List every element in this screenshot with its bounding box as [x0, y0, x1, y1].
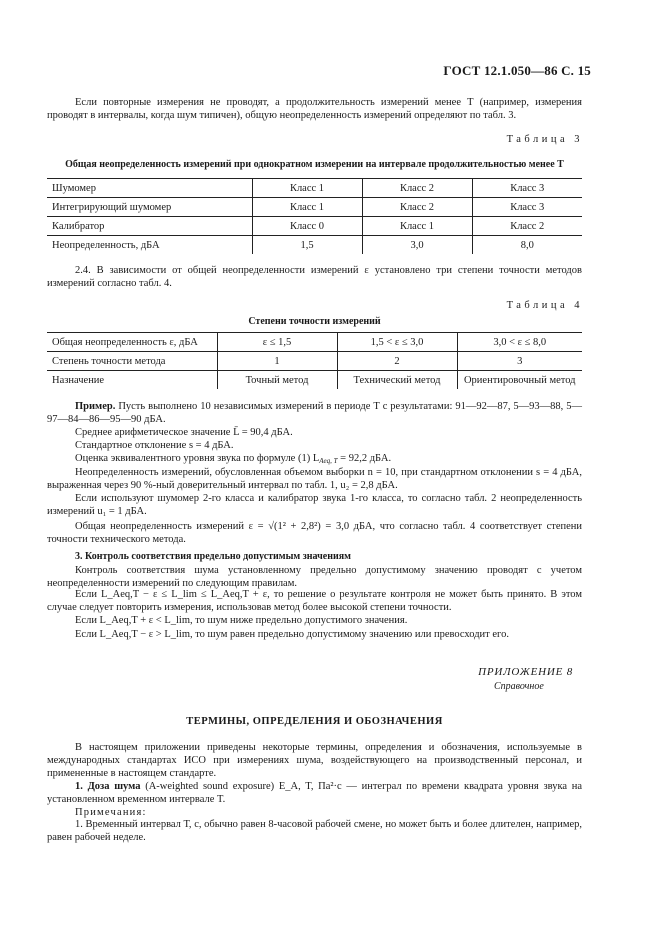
example-leq-sub: Aeq, T — [319, 457, 338, 465]
appendix-ref: Справочное — [494, 681, 544, 692]
term1-label: 1. Доза шума — [75, 781, 141, 792]
note1: 1. Временный интервал Т, с, обычно равен 8-часовой рабочей смене, но может быть и более длителен, например, равен рабочей неделе. — [47, 819, 582, 843]
table-cell: Класс 2 — [362, 179, 472, 198]
appendix-term1 — [47, 780, 582, 806]
table3 — [47, 178, 582, 254]
table-cell: Класс 1 — [362, 217, 472, 236]
table3-title: Общая неопределенность измерений при однократном измерении на интервале продолжительностью менее Т — [65, 159, 564, 170]
table-cell: 3,0 < ε ≤ 8,0 — [457, 333, 582, 352]
table-cell: Класс 3 — [472, 179, 582, 198]
example-std: Стандартное отклонение s = 4 дБА. — [75, 440, 234, 451]
table-cell: 3 — [457, 352, 582, 371]
table-cell: Шумомер — [47, 179, 252, 198]
table-cell: Класс 1 — [252, 179, 362, 198]
table-row — [47, 333, 582, 352]
table-row — [47, 236, 582, 255]
section3-p2: Если L_Aeq,T − ε ≤ L_lim ≤ L_Aeq,T + ε, то решение о результате контроля не может быть принято. В этом случае следует повторить измерения, использовав метод более высокой степени точности. — [47, 589, 582, 613]
table4-caption: Таблица 4 — [506, 300, 583, 311]
table-cell: 3,0 — [362, 236, 472, 255]
table4 — [47, 332, 582, 389]
table-cell: Назначение — [47, 371, 217, 390]
example-total: Общая неопределенность измерений ε = √(1² + 2,8²) = 3,0 дБА, что согласно табл. 4 соответствует степени точности технического метода. — [47, 521, 582, 545]
table-row — [47, 217, 582, 236]
table-cell: 1,5 < ε ≤ 3,0 — [337, 333, 457, 352]
example-uncert: Неопределенность измерений, обусловленная объемом выборки n = 10, при стандартном отклонении s = 4 дБА, выраженная через 90 %-ный доверительный интервал по табл. 1, u₂ = 2,8 дБА. — [47, 467, 582, 491]
table-row — [47, 352, 582, 371]
section3-p3: Если L_Aeq,T + ε < L_lim, то шум ниже предельно допустимого значения. — [75, 615, 408, 626]
table-cell: 1,5 — [252, 236, 362, 255]
example-leq-suffix: = 92,2 дБА. — [337, 453, 392, 464]
page-header: ГОСТ 12.1.050—86 С. 15 — [443, 63, 591, 78]
table-cell: 2 — [337, 352, 457, 371]
table-row — [47, 371, 582, 390]
paragraph-2-4: 2.4. В зависимости от общей неопределенности измерений ε установлено три степени точности методов измерений согласно табл. 4. — [47, 265, 582, 289]
example-paragraph — [47, 400, 582, 426]
notes-label: Примечания: — [75, 807, 147, 818]
table-cell: 8,0 — [472, 236, 582, 255]
example-line: Пусть выполнено 10 независимых измерений в периоде Т с результатами: 91—92—87, 5—93—88, 5—97—84—86—95—90 дБА. — [47, 401, 582, 425]
section3-p1: Контроль соответствия шума установленному предельно допустимому значению проводят с учетом неопределенности измерений по следующим правилам. — [47, 565, 582, 589]
table-cell: Общая неопределенность ε, дБА — [47, 333, 217, 352]
appendix-intro: В настоящем приложении приведены некоторые термины, определения и обозначения, используемые в международных стандартах ИСО при измерениях шума, воздействующего на производственный персонал, и примененные в настоящем стандарте. — [47, 742, 582, 779]
table-cell: Неопределенность, дБА — [47, 236, 252, 255]
term1-text: (A-weighted sound exposure) E_A, T, Па²·с — интеграл по времени квадрата уровня звука на установленном временном интервале T. — [47, 781, 583, 805]
table-cell: 1 — [217, 352, 337, 371]
table-cell: Класс 2 — [362, 198, 472, 217]
table-cell: Технический метод — [337, 371, 457, 390]
example-leq-prefix: Оценка эквивалентного уровня звука по формуле (1) L — [75, 453, 320, 464]
table-cell: Класс 0 — [252, 217, 362, 236]
table-cell: Точный метод — [217, 371, 337, 390]
appendix-label: ПРИЛОЖЕНИЕ 8 — [478, 666, 573, 678]
table-row — [47, 179, 582, 198]
section3-p4: Если L_Aeq,T − ε > L_lim, то шум равен предельно допустимому значению или превосходит его. — [75, 629, 509, 640]
table-cell: Интегрирующий шумомер — [47, 198, 252, 217]
table-cell: Степень точности метода — [47, 352, 217, 371]
appendix-title: ТЕРМИНЫ, ОПРЕДЕЛЕНИЯ И ОБОЗНАЧЕНИЯ — [186, 716, 443, 727]
intro-paragraph: Если повторные измерения не проводят, а продолжительность измерений менее Т (например, измерения проводят в интервалы, когда шум типичен), общую неопределенность измерений определяют по табл. 3. — [47, 97, 582, 121]
table4-title: Степени точности измерений — [248, 316, 381, 327]
example-meter: Если используют шумомер 2-го класса и калибратор звука 1-го класса, то согласно табл. 2 неопределенность измерений u₁ = 1 дБА. — [47, 493, 582, 517]
example-mean: Среднее арифметическое значение L̄ = 90,4 дБА. — [75, 427, 293, 438]
example-label: Пример. — [75, 401, 116, 412]
table-cell: Калибратор — [47, 217, 252, 236]
table-cell: Ориентировочный метод — [457, 371, 582, 390]
table-cell: Класс 1 — [252, 198, 362, 217]
table-cell: Класс 2 — [472, 217, 582, 236]
section3-title: 3. Контроль соответствия предельно допустимым значениям — [75, 551, 351, 562]
table3-caption: Таблица 3 — [506, 134, 583, 145]
table-cell: ε ≤ 1,5 — [217, 333, 337, 352]
table-row — [47, 198, 582, 217]
table-cell: Класс 3 — [472, 198, 582, 217]
